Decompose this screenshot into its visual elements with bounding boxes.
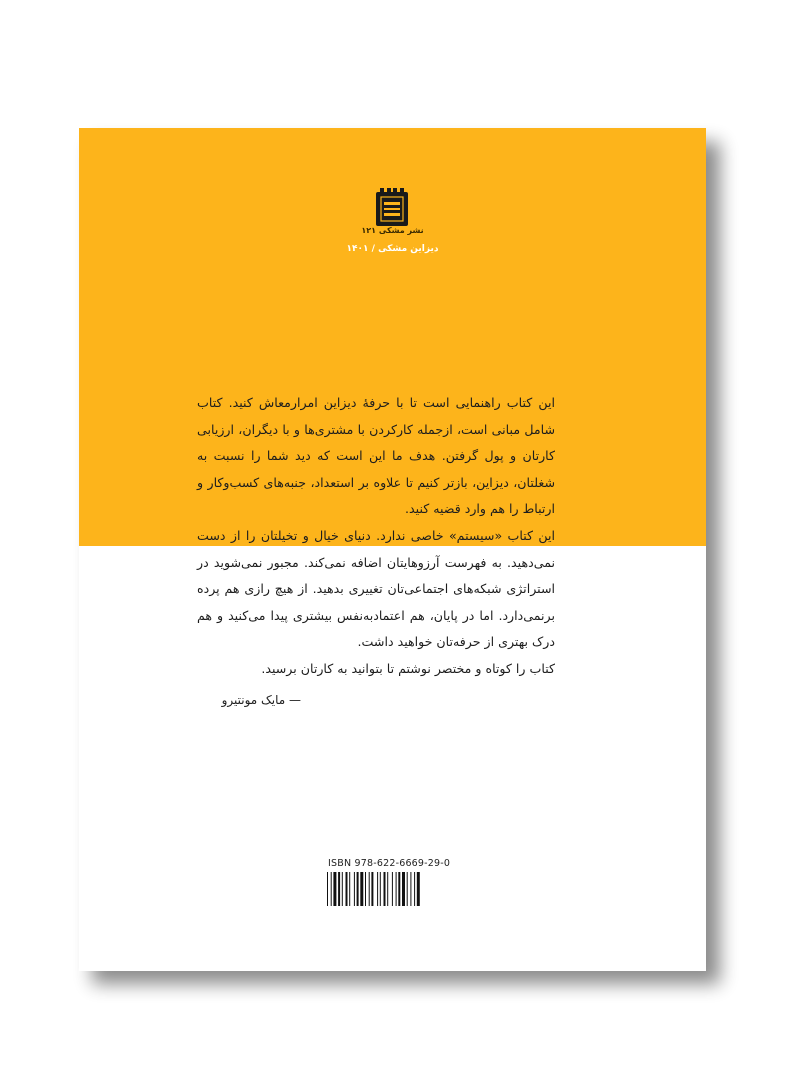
publisher-name: نشر مشکی ۱۲۱ <box>361 226 424 235</box>
barcode-bar <box>398 872 400 906</box>
barcode-bar <box>342 872 343 906</box>
barcode <box>327 872 453 906</box>
barcode-bar <box>377 872 378 906</box>
barcode-bar <box>333 872 336 906</box>
blurb-paragraph: این کتاب «سیستم» خاصی ندارد. دنیای خیال و تخیلتان را از دست نمی‌دهید. به فهرست آرزوهایتان اضافه نمی‌کند. مجبور نمی‌شوید در استراتژی شبکه‌های اجتماعی‌تان تغییری بدهید. از هیچ رازی هم پرده برنمی‌دارد. اما در پایان، هم اعتمادبه‌نفس بیشتری پیدا می‌کنید و هم درک بهتری از حرفه‌تان خواهید داشت. <box>197 527 555 650</box>
barcode-bar <box>402 872 405 906</box>
barcode-bar <box>338 872 340 906</box>
barcode-bar <box>360 872 363 906</box>
barcode-bar <box>346 872 348 906</box>
barcode-bar <box>354 872 355 906</box>
barcode-bar <box>414 872 415 906</box>
blurb-paragraph: کتاب را کوتاه و مختصر نوشتم تا بتوانید به کارتان برسید. <box>261 660 555 676</box>
author-signature: — مایک مونتیرو <box>221 693 301 707</box>
barcode-bar <box>396 872 397 906</box>
barcode-bar <box>371 872 373 906</box>
series-label: دیزاین مشکی / ۱۴۰۱ <box>346 244 439 254</box>
barcode-bar <box>331 872 332 906</box>
publisher-crest-icon <box>375 188 409 226</box>
barcode-bar <box>387 872 388 906</box>
blurb <box>197 390 555 683</box>
isbn-label: ISBN 978-622-6669-29-0 <box>328 858 451 869</box>
barcode-bar <box>410 872 411 906</box>
book-back-cover <box>79 128 706 971</box>
blurb-paragraph: این کتاب راهنمایی است تا با حرفهٔ دیزاین امرارمعاش کنید. کتاب شامل مبانی است، ازجمله کارکردن با مشتری‌ها و با دیگران، ارزیابی کارتان و پول گرفتن. هدف ما این است که دید شما را نسبت به شغلتان، دیزاین، بازتر کنیم تا علاوه بر استعداد، جنبه‌های کسب‌وکار و ارتباط را هم وارد قضیه کنید. <box>197 395 555 517</box>
barcode-bar <box>417 872 420 906</box>
barcode-bar <box>392 872 393 906</box>
barcode-bar <box>407 872 408 906</box>
barcode-bar <box>365 872 366 906</box>
barcode-bar <box>384 872 386 906</box>
barcode-bar <box>380 872 381 906</box>
barcode-bar <box>369 872 370 906</box>
barcode-bar <box>357 872 359 906</box>
barcode-bar <box>349 872 350 906</box>
barcode-bar <box>327 872 328 906</box>
